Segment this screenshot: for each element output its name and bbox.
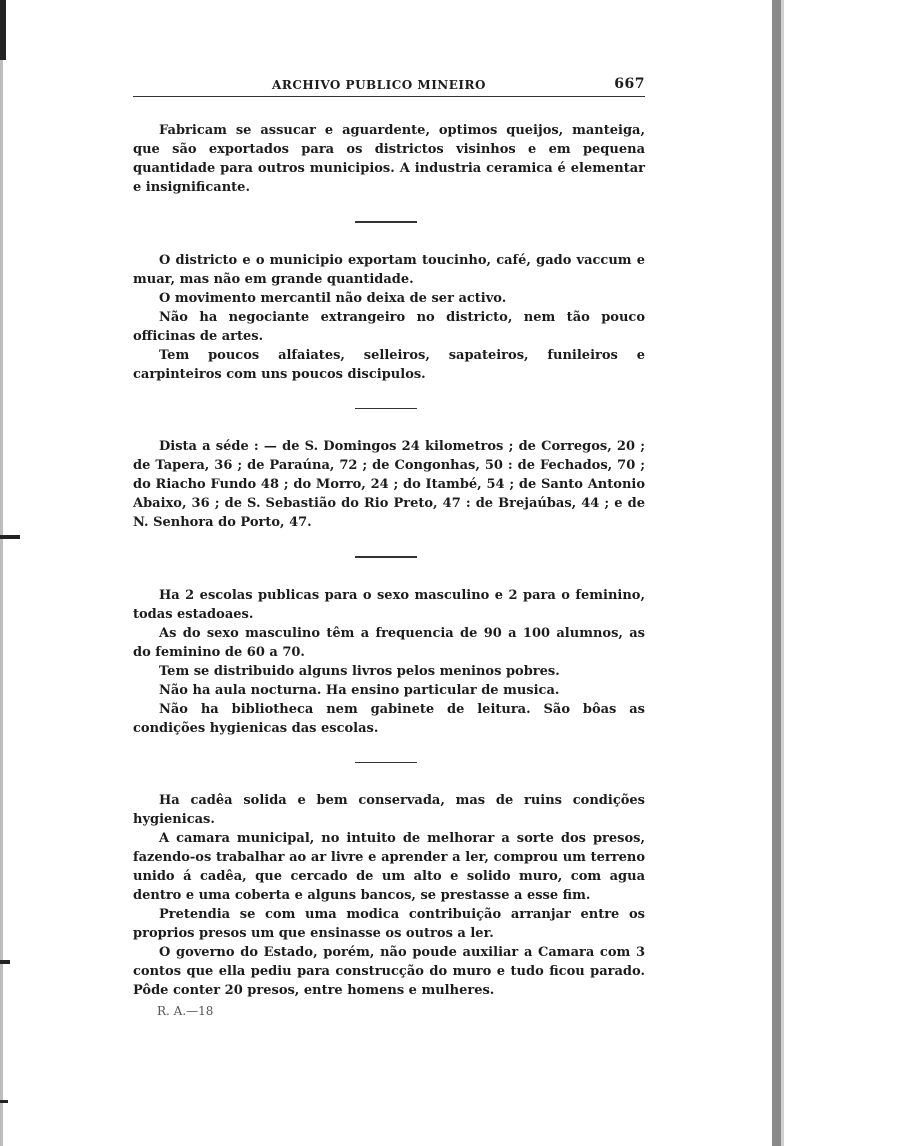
section-jail bbox=[133, 791, 645, 1000]
scan-mark bbox=[0, 960, 10, 964]
section-industry bbox=[133, 121, 645, 197]
paragraph: Fabricam se assucar e aguardente, optimos queijos, manteiga, que são exportados para os districtos visinhos e em pequena quantidade para outros municipios. A industria ceramica é elementar e insignificante. bbox=[133, 123, 645, 195]
section-distances bbox=[133, 437, 645, 532]
paragraph: Dista a séde : — de S. Domingos 24 kilometros ; de Corregos, 20 ; de Tapera, 36 ; de Paraúna, 72 ; de Congonhas, 50 : de Fechados, 70 ; do Riacho Fundo 48 ; do Morro, 24 ; do Itambé, 54 ; de Santo Antonio Abaixo, 36 ; de S. Sebastião do Rio Preto, 47 : de Brejaúbas, 44 ; e de N. Senhora do Porto, 47. bbox=[133, 439, 645, 530]
paragraph: A camara municipal, no intuito de melhorar a sorte dos presos, fazendo-os trabalhar ao ar livre e aprender a ler, comprou um terreno unido á cadêa, que cercado de um alto e solido muro, com agua dentro e uma coberta e alguns bancos, se prestasse a esse fim. bbox=[133, 831, 645, 903]
paragraph: O districto e o municipio exportam toucinho, café, gado vaccum e muar, mas não em grande quantidade. bbox=[133, 252, 645, 287]
scan-mark bbox=[0, 1100, 8, 1103]
scan-mark bbox=[0, 0, 6, 60]
scan-mark bbox=[0, 535, 20, 539]
paragraph: O movimento mercantil não deixa de ser activo. bbox=[159, 290, 507, 306]
paragraph: Tem poucos alfaiates, selleiros, sapateiros, funileiros e carpinteiros com uns poucos discipulos. bbox=[133, 347, 645, 382]
scan-binding-edge bbox=[781, 0, 784, 1146]
paragraph: Ha 2 escolas publicas para o sexo masculino e 2 para o feminino, todas estadoaes. bbox=[133, 587, 645, 622]
printer-signature: R. A.—18 bbox=[157, 1004, 214, 1018]
paragraph: Não ha aula nocturna. Ha ensino particular de musica. bbox=[159, 682, 560, 698]
paragraph: Não ha bibliotheca nem gabinete de leitura. São bôas as condições hygienicas das escolas. bbox=[133, 701, 645, 736]
section-schools bbox=[133, 586, 645, 738]
paragraph: Ha cadêa solida e bem conservada, mas de ruins condições hygienicas. bbox=[133, 793, 645, 827]
paragraph: O governo do Estado, porém, não poude auxiliar a Camara com 3 contos que ella pediu para construcção do muro e tudo ficou parado. Pôde conter 20 presos, entre homens e mulheres. bbox=[133, 945, 645, 998]
scan-binding-shadow bbox=[772, 0, 781, 1146]
page-number: 667 bbox=[614, 76, 645, 92]
paragraph: Pretendia se com uma modica contribuição arranjar entre os proprios presos um que ensinasse os outros a ler. bbox=[133, 907, 645, 941]
paragraph: As do sexo masculino têm a frequencia de 90 a 100 alumnos, as do feminino de 60 a 70. bbox=[133, 625, 645, 660]
paragraph: Tem se distribuido alguns livros pelos meninos pobres. bbox=[159, 663, 560, 679]
section-commerce bbox=[133, 251, 645, 384]
scan-left-edge bbox=[0, 0, 3, 1146]
document-page bbox=[133, 74, 645, 1020]
header-title: ARCHIVO PUBLICO MINEIRO bbox=[272, 78, 486, 92]
running-header bbox=[133, 74, 645, 97]
paragraph: Não ha negociante extrangeiro no districto, nem tão pouco officinas de artes. bbox=[133, 309, 645, 344]
